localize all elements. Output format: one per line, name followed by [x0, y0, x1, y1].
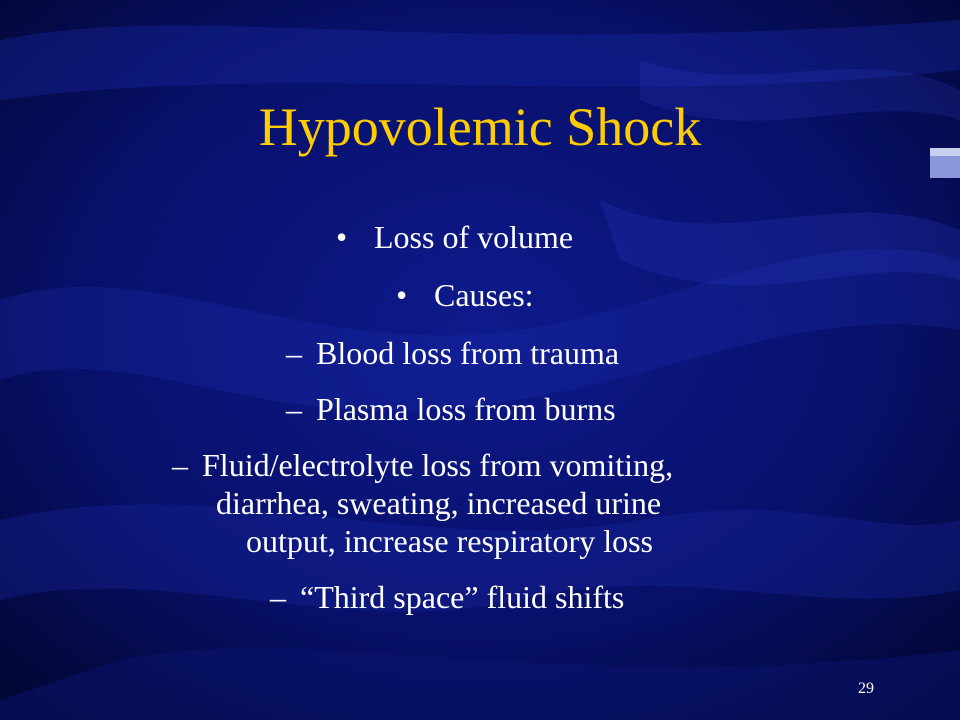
- dash-marker: –: [286, 335, 302, 371]
- page-number: 29: [858, 680, 874, 697]
- dash-marker: –: [270, 579, 286, 615]
- sub-item-text: “Third space” fluid shifts: [300, 579, 625, 615]
- bullet-loss-of-volume: [336, 218, 573, 256]
- sub-item-fluid-electrolyte: [172, 446, 673, 484]
- sub-item-text: Blood loss from trauma: [316, 335, 620, 371]
- sub-item-third-space: [270, 578, 624, 616]
- dash-marker: –: [286, 391, 302, 427]
- sub-item-plasma-loss: [286, 390, 616, 428]
- bullet-text: Causes:: [434, 277, 534, 313]
- slide-title: Hypovolemic Shock: [258, 97, 702, 157]
- bullet-causes: [396, 276, 534, 314]
- sub-item-blood-loss: [286, 334, 619, 372]
- bullet-marker: •: [396, 277, 408, 313]
- bullet-text: Loss of volume: [374, 219, 574, 255]
- bullet-marker: •: [336, 219, 348, 255]
- sub-item-fluid-electrolyte-cont2: output, increase respiratory loss: [246, 523, 653, 559]
- sub-item-text: Plasma loss from burns: [316, 391, 616, 427]
- sub-item-fluid-electrolyte-cont1: diarrhea, sweating, increased urine: [216, 485, 662, 521]
- sub-item-text: Fluid/electrolyte loss from vomiting,: [202, 447, 674, 483]
- dash-marker: –: [172, 447, 188, 483]
